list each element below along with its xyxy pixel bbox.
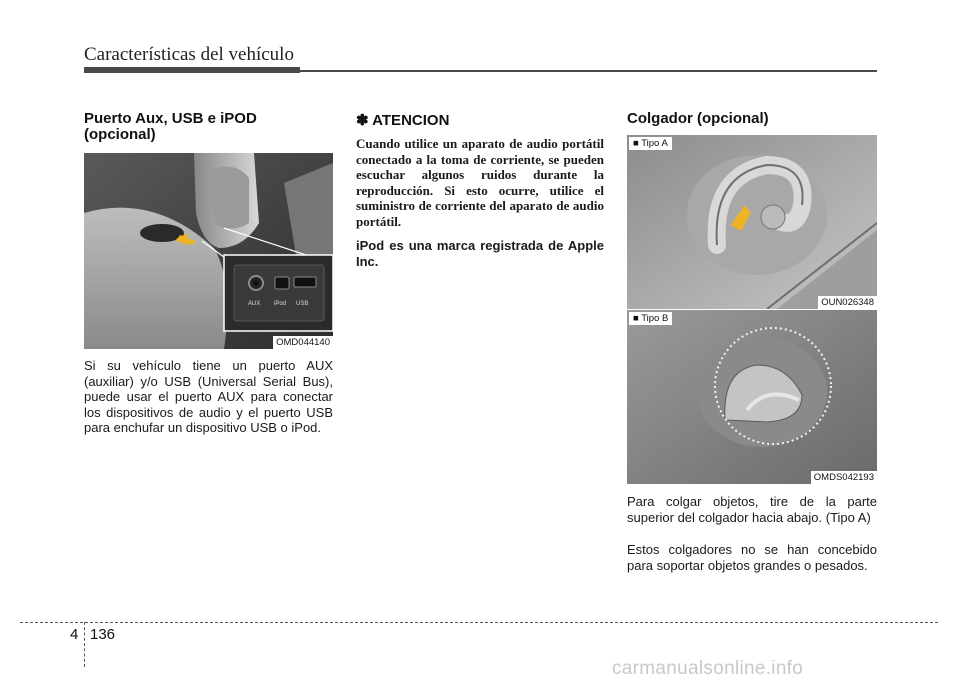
page-number: 136 [90,626,116,643]
caution-heading: ✽ ATENCION [356,112,450,129]
type-b-tag: ■ Tipo B [629,312,672,325]
hanger-usage-text: Para colgar objetos, tire de la parte superior del colgador hacia abajo. (Tipo A) [627,494,877,525]
hanger-warning-text: Estos colgadores no se han concebido para soportar objetos grandes o pesados. [627,542,877,573]
hanger-type-a-figure [627,135,877,309]
footer-rule [20,622,938,623]
trademark-note: iPod es una marca registrada de Apple Inc. [356,238,604,269]
section-number: 4 [70,626,79,643]
header-rule-thin [300,70,877,72]
usb-label: USB [296,301,309,307]
aux-usb-figure [84,153,333,349]
caution-text: Cuando utilice un aparato de audio portátil conectado a la toma de corriente, se pueden escuchar algunos ruidos durante la reproducción. Si esto ocurre, utilice el suministro de corriente del aparato de audio portátil. [356,136,604,229]
footer-divider [84,622,85,667]
aux-label: AUX [248,301,261,307]
type-a-tag: ■ Tipo A [629,137,672,150]
hanger-b-illustration [627,310,877,484]
console-illustration [84,153,333,349]
watermark: carmanualsonline.info [612,658,804,679]
hanger-heading: Colgador (opcional) [627,110,769,127]
type-a-code: OUN026348 [818,296,877,309]
type-b-code: OMDS042193 [811,471,877,484]
hanger-type-b-figure [627,310,877,484]
aux-usb-description: Si su vehículo tiene un puerto AUX (auxiliar) y/o USB (Universal Serial Bus), puede usar el puerto AUX para conectar los dispositivos de audio y el puerto USB para enchufar un dispositivo USB o iPod. [84,358,333,435]
header-rule-thick [84,67,300,73]
aux-usb-heading: Puerto Aux, USB e iPOD (opcional) [84,110,257,143]
figure-code: OMD044140 [273,336,333,349]
ipod-label: iPod [274,301,287,307]
hanger-a-illustration [627,135,877,309]
chapter-title: Características del vehículo [84,44,294,65]
